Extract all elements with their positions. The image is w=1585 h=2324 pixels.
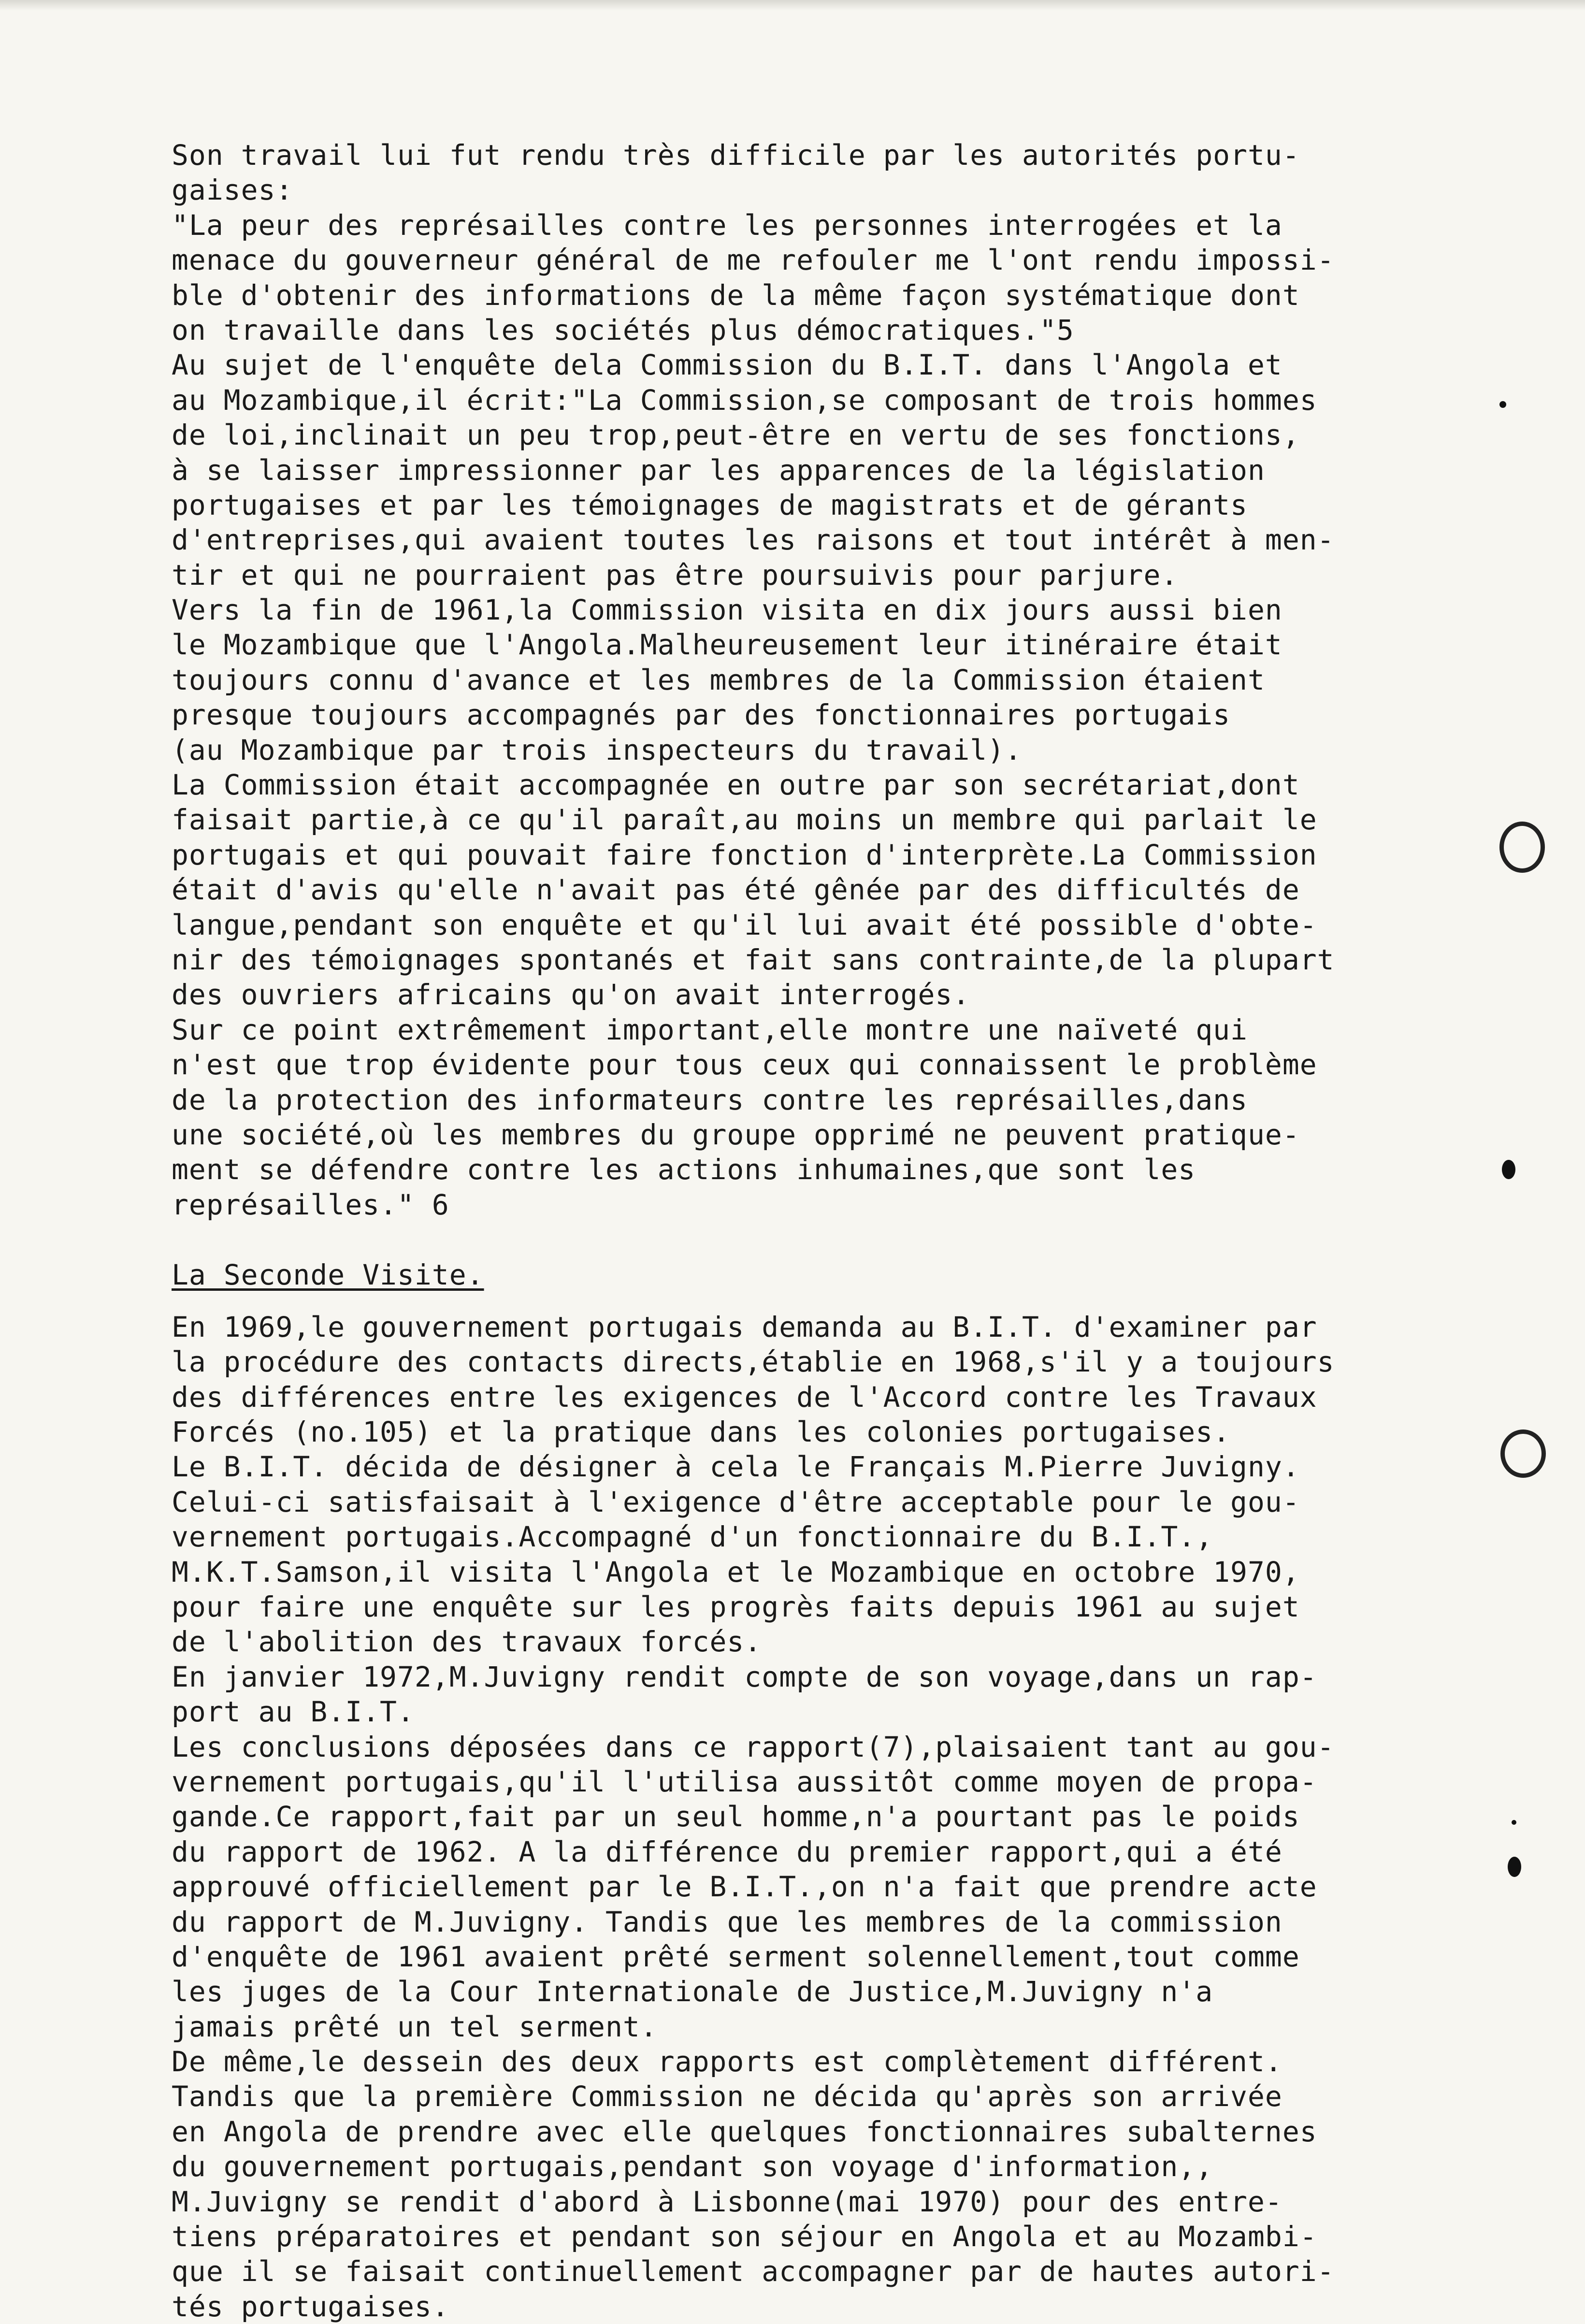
text-line: pour faire une enquête sur les progrès faits depuis 1961 au sujet xyxy=(172,1590,1300,1624)
text-line: gande.Ce rapport,fait par un seul homme,n'a pourtant pas le poids xyxy=(172,1800,1300,1833)
text-line: des ouvriers africains qu'on avait interrogés. xyxy=(172,978,970,1011)
text-line: Celui-ci satisfaisait à l'exigence d'être acceptable pour le gou- xyxy=(172,1485,1300,1518)
text-line: jamais prêté un tel serment. xyxy=(172,2010,658,2043)
ink-dot xyxy=(1499,401,1506,408)
text-line: portugaises et par les témoignages de magistrats et de gérants xyxy=(172,488,1248,521)
text-line: En janvier 1972,M.Juvigny rendit compte de son voyage,dans un rap- xyxy=(172,1660,1317,1693)
blank-line xyxy=(172,1292,1549,1310)
text-line: une société,où les membres du groupe opprimé ne peuvent pratique- xyxy=(172,1118,1300,1151)
text-line: La Commission était accompagnée en outre par son secrétariat,dont xyxy=(172,768,1300,802)
text-line: Le B.I.T. décida de désigner à cela le Français M.Pierre Juvigny. xyxy=(172,1450,1300,1484)
text-line: presque toujours accompagnés par des fonctionnaires portugais xyxy=(172,698,1231,732)
text-line: faisait partie,à ce qu'il paraît,au moins un membre qui parlait le xyxy=(172,803,1317,837)
text-line: les juges de la Cour Internationale de Justice,M.Juvigny n'a xyxy=(172,1975,1213,2008)
text-line: vernement portugais.Accompagné d'un fonctionnaire du B.I.T., xyxy=(172,1520,1213,1554)
text-line: toujours connu d'avance et les membres de la Commission étaient xyxy=(172,663,1265,696)
text-line: "La peur des représailles contre les personnes interrogées et la xyxy=(172,208,1282,242)
paragraph-block-1 xyxy=(172,138,1549,1222)
text-line: nir des témoignages spontanés et fait sans contrainte,de la plupart xyxy=(172,943,1335,976)
text-line: des différences entre les exigences de l'Accord contre les Travaux xyxy=(172,1380,1317,1414)
text-line: M.Juvigny se rendit d'abord à Lisbonne(mai 1970) pour des entre- xyxy=(172,2185,1282,2218)
text-line: M.K.T.Samson,il visita l'Angola et le Mozambique en octobre 1970, xyxy=(172,1555,1300,1588)
text-line: Tandis que la première Commission ne décida qu'après son arrivée xyxy=(172,2080,1282,2113)
text-line: tiens préparatoires et pendant son séjour en Angola et au Mozambi- xyxy=(172,2220,1317,2253)
text-line: de la protection des informateurs contre les représailles,dans xyxy=(172,1083,1248,1116)
text-line: portugais et qui pouvait faire fonction d'interprète.La Commission xyxy=(172,838,1317,871)
text-line: Sur ce point extrêmement important,elle montre une naïveté qui xyxy=(172,1013,1248,1046)
paragraph-block-2 xyxy=(172,1310,1549,2324)
text-line: Les conclusions déposées dans ce rapport(7),plaisaient tant au gou- xyxy=(172,1730,1335,1763)
text-line: De même,le dessein des deux rapports est complètement différent. xyxy=(172,2045,1282,2079)
text-line: (au Mozambique par trois inspecteurs du travail). xyxy=(172,733,1023,766)
text-line: menace du gouverneur général de me refouler me l'ont rendu impossi- xyxy=(172,244,1335,277)
text-line: gaises: xyxy=(172,173,293,207)
text-line: d'enquête de 1961 avaient prêté serment solennellement,tout comme xyxy=(172,1940,1300,1973)
text-line: tés portugaises. xyxy=(172,2290,449,2323)
text-line: le Mozambique que l'Angola.Malheureusement leur itinéraire était xyxy=(172,628,1282,662)
text-line: n'est que trop évidente pour tous ceux qui connaissent le problème xyxy=(172,1048,1317,1082)
text-line: en Angola de prendre avec elle quelques fonctionnaires subalternes xyxy=(172,2115,1317,2148)
text-line: du rapport de 1962. A la différence du premier rapport,qui a été xyxy=(172,1835,1282,1868)
text-line: ment se défendre contre les actions inhumaines,que sont les xyxy=(172,1153,1196,1186)
blank-line xyxy=(172,1222,1549,1257)
text-line: ble d'obtenir des informations de la même façon systématique dont xyxy=(172,278,1300,312)
ink-dot xyxy=(1502,1160,1515,1179)
text-line: la procédure des contacts directs,établie en 1968,s'il y a toujours xyxy=(172,1345,1335,1379)
text-line: approuvé officiellement par le B.I.T.,on n'a fait que prendre acte xyxy=(172,1870,1317,1904)
text-line: Vers la fin de 1961,la Commission visita en dix jours aussi bien xyxy=(172,593,1282,627)
text-line: vernement portugais,qu'il l'utilisa aussitôt comme moyen de propa- xyxy=(172,1765,1317,1798)
page-top-edge xyxy=(0,0,1585,11)
ink-dot xyxy=(1512,1820,1516,1825)
text-line: que il se faisait continuellement accompagner par de hautes autori- xyxy=(172,2255,1335,2288)
text-line: au Mozambique,il écrit:"La Commission,se composant de trois hommes xyxy=(172,383,1317,417)
text-line: de l'abolition des travaux forcés. xyxy=(172,1625,762,1659)
text-line: d'entreprises,qui avaient toutes les raisons et tout intérêt à men- xyxy=(172,523,1335,557)
text-line: Forcés (no.105) et la pratique dans les colonies portugaises. xyxy=(172,1415,1231,1449)
punch-hole-upper xyxy=(1499,822,1545,873)
text-line: port au B.I.T. xyxy=(172,1695,415,1729)
text-line: Son travail lui fut rendu très difficile par les autorités portu- xyxy=(172,139,1300,172)
text-line: tir et qui ne pourraient pas être poursuivis pour parjure. xyxy=(172,558,1179,592)
text-line: Au sujet de l'enquête dela Commission du B.I.T. dans l'Angola et xyxy=(172,348,1282,382)
document-text xyxy=(172,138,1549,2324)
text-line: on travaille dans les sociétés plus démocratiques."5 xyxy=(172,313,1074,346)
text-line: représailles." 6 xyxy=(172,1188,449,1221)
section-heading: La Seconde Visite. xyxy=(172,1258,484,1291)
text-line: En 1969,le gouvernement portugais demanda au B.I.T. d'examiner par xyxy=(172,1310,1317,1343)
text-line: à se laisser impressionner par les apparences de la législation xyxy=(172,453,1265,487)
text-line: était d'avis qu'elle n'avait pas été gênée par des difficultés de xyxy=(172,873,1300,907)
text-line: langue,pendant son enquête et qu'il lui avait été possible d'obte- xyxy=(172,908,1317,941)
text-line: de loi,inclinait un peu trop,peut-être en vertu de ses fonctions, xyxy=(172,419,1300,452)
text-line: du rapport de M.Juvigny. Tandis que les membres de la commission xyxy=(172,1905,1282,1938)
ink-dot xyxy=(1508,1857,1521,1877)
punch-hole-lower xyxy=(1500,1429,1546,1478)
text-line: du gouvernement portugais,pendant son voyage d'information,, xyxy=(172,2150,1213,2183)
